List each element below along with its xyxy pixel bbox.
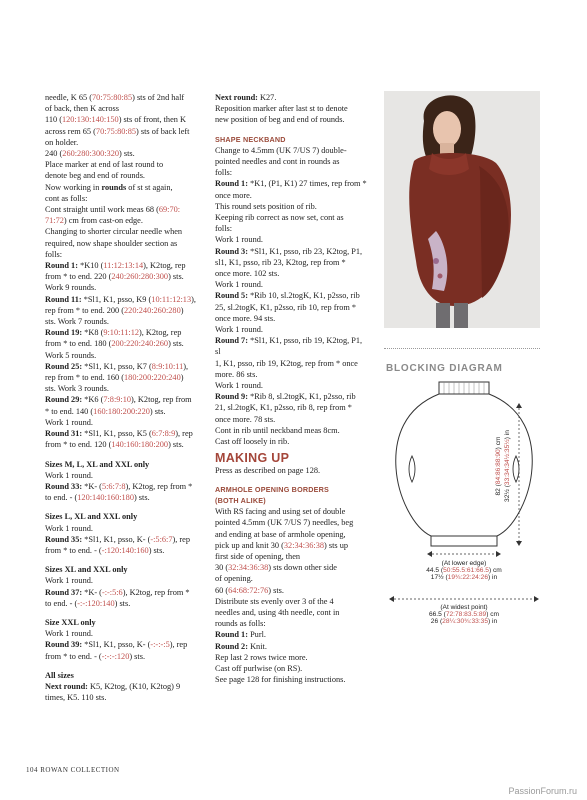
- working-line: Now working in rounds of st st again,: [45, 182, 173, 192]
- round-line: Work 1 round.: [45, 629, 93, 639]
- instruction-line: With RS facing and using set of double: [215, 507, 346, 517]
- round-line: sts. Work 3 rounds.: [45, 384, 109, 394]
- instruction-line: of opening.: [215, 574, 253, 584]
- pattern-column-2: Next round: K27. Reposition marker after last st to denote new position of beg and end of rounds. SHAPE NECKBAND Change to 4.5mm (UK 7/US 7) double- pointed needles and cont in rounds as folls: Round 1: *K1, (P1, K1) 27 times, rep from * once more. This round sets position of rib. Keeping rib correct as now set, cont as folls: Work 1 round. Round 3: *Sl1, K1, psso, rib 23, K2tog, P1, sl1, K1, psso, rib 23, K2tog, rep from * once more. 102 sts. Work 1 round. Round 5: *Rib 10, sl.2togK, K1, p2sso, rib 25, sl.2togK, K1, p2sso, rib 10, rep from * once more. 94 sts. Work 1 round. Round 7: *Sl1, K1, psso, rib 19, K2tog, P1, sl 1, K1, psso, rib 19, K2tog, rep from * once more. 86 sts. Work 1 round. Round 9: *Rib 8, sl.2togK, K1, p2sso, rib 21, sl.2togK, K1, p2sso, rib 8, rep from * once more. 78 sts. Cont in rib until neckband meas 8cm. Cast off loosely in rib. MAKING UP Press as described on page 128. ARMHOLE OPENING BORDERS (BOTH ALIKE) With RS facing and using set of double pointed 4.5mm (UK 7/US 7) needles, beg and ending at base of armhole opening, pick up and knit 30 (32:34:36:38) sts up first side of opening, then 30 (32:34:36:38) sts down other side of opening. 60 (64:68:72:76) sts. Distribute sts evenly over 3 of the 4 needles and, using 4th needle, cont in rounds as folls: Round 1: Purl. Round 2: Knit. Rep last 2 rows twice more. Cast off purlwise (on RS). See page 128 for finishing instructions.: [215, 92, 375, 685]
- round-line: Work 1 round.: [45, 576, 93, 586]
- page-footer: [26, 766, 120, 774]
- instruction-line: and ending at base of armhole opening,: [215, 529, 346, 539]
- round-line: from * to end. 220 (240:260:280:300) sts.: [45, 272, 184, 282]
- instruction-line: pointed 4.5mm (UK 7/US 7) needles, beg: [215, 518, 354, 528]
- text-line: Place marker at end of last round to: [45, 160, 164, 170]
- round-line: Work 1 round.: [45, 417, 93, 427]
- round-line: rep from * to end. 160 (180:200:220:240): [45, 373, 184, 383]
- round-line: rep from * to end. 200 (220:240:260:280): [45, 305, 184, 315]
- round-line: Round 1: *K10 (11:12:13:14), K2tog, rep: [45, 261, 186, 271]
- round-line: Round 35: *Sl1, K1, psso, K- (-:5:6:7), rep: [45, 534, 190, 544]
- garment-outline: [384, 378, 544, 678]
- round-line: sts. Work 7 rounds.: [45, 317, 109, 327]
- section-heading: ARMHOLE OPENING BORDERS: [215, 484, 330, 494]
- round-line: Work 1 round.: [45, 470, 93, 480]
- round-line: Work 5 rounds.: [45, 350, 97, 360]
- blocking-diagram: 82 (84:86:88:90) cm 32½ (33:34:34½:35½) in (At lower edge) 44.5 (50:55.5:61:66.5) cm 17½ (19¾:22:24:26) in (At widest point) 66.5 (72:78:83.5:89) cm 26 (28¼:30¾:33:35) in: [384, 378, 544, 678]
- lower-edge-label: (At lower edge) 44.5 (50:55.5:61:66.5) cm 17½ (19¾:22:24:26) in: [426, 560, 502, 581]
- instruction-line: Distribute sts evenly over 3 of the 4: [215, 596, 334, 606]
- round-line: from * to end. 180 (200:220:240:260) sts.: [45, 339, 184, 349]
- publication-title: ROWAN COLLECTION: [40, 766, 120, 774]
- model-photo-illustration: [384, 91, 540, 328]
- instruction-line: pick up and knit 30 (32:34:36:38) sts up: [215, 540, 348, 550]
- size-specific-rounds: [45, 459, 205, 670]
- watermark: PassionForum.ru: [508, 786, 577, 796]
- round-line: Round 25: *Sl1, K1, psso, K7 (8:9:10:11),: [45, 361, 189, 371]
- round-line: from * to end. - (-:-:-:120) sts.: [45, 651, 146, 661]
- round-line: Round 19: *K8 (9:10:11:12), K2tog, rep: [45, 328, 182, 338]
- all-sizes-heading: All sizes: [45, 670, 74, 680]
- round-line: Round 39: *Sl1, K1, psso, K- (-:-:-:5), rep: [45, 640, 188, 650]
- making-up-heading: MAKING UP: [215, 451, 290, 466]
- para-a: needle, K 65 (70:75:80:85) sts of 2nd half of back, then K across 110 (120:130:140:150) sts of front, then K across rem 65 (70:75:80:85) sts of back left on holder. 240 (260:280:300:320) sts.: [45, 93, 190, 159]
- round-line: Round 11: *Sl1, K1, psso, K9 (10:11:12:13),: [45, 294, 196, 304]
- size-heading: Sizes L, XL and XXL only: [45, 512, 138, 522]
- round-line: Work 1 round.: [45, 523, 93, 533]
- instruction-line: needles and, using 4th needle, cont in: [215, 607, 340, 617]
- widest-point-label: (At widest point) 66.5 (72:78:83.5:89) cm 26 (28¼:30¾:33:35) in: [428, 604, 500, 625]
- round-line: to end. - (-:-:120:140) sts.: [45, 598, 131, 608]
- text-line: cont as folls:: [45, 193, 88, 203]
- instruction-line: first side of opening, then: [215, 551, 301, 561]
- armhole-instructions: [215, 506, 375, 629]
- size-heading: Sizes M, L, XL and XXL only: [45, 459, 150, 469]
- text-line: denote beg and end of rounds.: [45, 171, 145, 181]
- size-heading: Size XXL only: [45, 617, 96, 627]
- round-line: from * to end. - (-:120:140:160) sts.: [45, 545, 165, 555]
- divider-dotted: [384, 348, 540, 349]
- page-number: 104: [26, 766, 38, 774]
- round-line: Round 29: *K6 (7:8:9:10), K2tog, rep from: [45, 395, 192, 405]
- round-line: Round 37: *K- (-:-:5:6), K2tog, rep from *: [45, 587, 190, 597]
- instruction-line: 30 (32:34:36:38) sts down other side: [215, 563, 337, 573]
- pattern-column-1: needle, K 65 (70:75:80:85) sts of 2nd half of back, then K across 110 (120:130:140:150) sts of front, then K across rem 65 (70:75:80:85) sts of back left on holder. 240 (260:280:300:320) sts. Place marker at end of last round to denote beg and end of rounds. Now working in rounds of st st again, cont as folls: Cont straight until work meas 68 (69:70: 71:72) cm from cast-on edge. Changing to shorter circular needle when required, now shape shoulder section as folls: Round 1: *K10 (11:12:13:14), K2tog, rep from * to end. 220 (240:260:280:300) sts. Work 9 rounds. Round 11: *Sl1, K1, psso, K9 (10:11:12:13), rep from * to end. 200 (220:240:260:280) sts. Work 7 rounds. Round 19: *K8 (9:10:11:12), K2tog, rep from * to end. 180 (200:220:240:260) sts. Work 5 rounds. Round 25: *Sl1, K1, psso, K7 (8:9:10:11), rep from * to end. 160 (180:200:220:240) sts. Work 3 rounds. Round 29: *K6 (7:8:9:10), K2tog, rep from * to end. 140 (160:180:200:220) sts. Work 1 round. Round 31: *Sl1, K1, psso, K5 (6:7:8:9), rep from * to end. 120 (140:160:180:200) sts. Sizes M, L, XL and XXL only Work 1 round. Round 33: *K- (5:6:7:8), K2tog, rep from * to end. - (120:140:160:180) sts. Sizes L, XL and XXL only Work 1 round. Round 35: *Sl1, K1, psso, K- (-:5:6:7), rep from * to end. - (-:120:140:160) sts. Sizes XL and XXL only Work 1 round. Round 37: *K- (-:-:5:6), K2tog, rep from * to end. - (-:-:120:140) sts. Size XXL only Work 1 round. Round 39: *Sl1, K1, psso, K- (-:-:-:5), rep from * to end. - (-:-:-:120) sts. All sizes Next round: K5, K2tog, (K10, K2tog) 9 times, K5. 110 sts.: [45, 92, 205, 703]
- model-photo: [384, 91, 540, 328]
- round-line: Round 33: *K- (5:6:7:8), K2tog, rep from *: [45, 481, 193, 491]
- section-heading: SHAPE NECKBAND: [215, 134, 286, 144]
- instruction-line: rounds as folls:: [215, 619, 266, 629]
- section-heading: (BOTH ALIKE): [215, 495, 266, 505]
- round-line: from * to end. 120 (140:160:180:200) sts.: [45, 440, 184, 450]
- round-line: * to end. 140 (160:180:200:220) sts.: [45, 406, 166, 416]
- round-line: Round 31: *Sl1, K1, psso, K5 (6:7:8:9), rep: [45, 429, 193, 439]
- round-line: Work 9 rounds.: [45, 283, 97, 293]
- shoulder-rounds: [45, 260, 205, 450]
- round-line: to end. - (120:140:160:180) sts.: [45, 493, 150, 503]
- blocking-diagram-title: BLOCKING DIAGRAM: [386, 363, 503, 374]
- size-heading: Sizes XL and XXL only: [45, 565, 128, 575]
- instruction-line: 60 (64:68:72:76) sts.: [215, 585, 284, 595]
